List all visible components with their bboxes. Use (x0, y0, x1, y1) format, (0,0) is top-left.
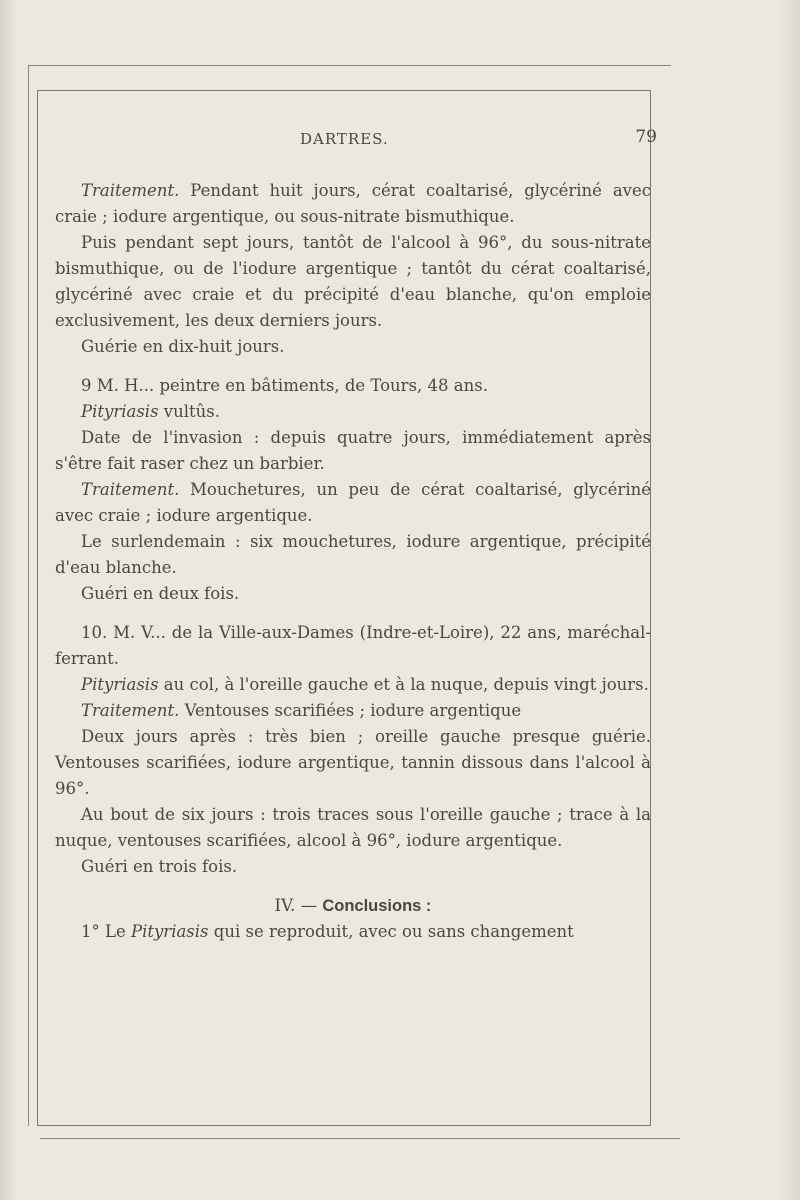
case-9-next-day: Le surlendemain : six mouchetures, iodure argentique, précipité d'eau blanche. (55, 532, 651, 577)
diagnosis-text: vultûs. (158, 402, 220, 421)
page-number: 79 (635, 127, 657, 147)
conclusion-1 (55, 919, 651, 945)
conclusion-1-start: 1° Le (81, 922, 131, 941)
case-10-treatment (55, 698, 651, 724)
treatment-label: Traitement. (81, 480, 180, 499)
treatment-text: Ventouses scarifiées ; iodure argentique (179, 701, 522, 720)
case-10-result: Guéri en trois fois. (81, 857, 238, 876)
case-10-diagnosis (55, 672, 651, 698)
case-9-invasion: Date de l'invasion : depuis quatre jours, immédiatement après s'être fait raser chez un barbier. (55, 428, 651, 473)
case-10-heading: 10. M. V... de la Ville-aux-Dames (Indre-et-Loire), 22 ans, maréchal-ferrant. (55, 623, 651, 668)
frame-bottom-rule (40, 1138, 680, 1139)
page-header (37, 127, 659, 156)
result-paragraph: Guérie en dix-huit jours. (81, 337, 285, 356)
section-title: Conclusions : (322, 897, 432, 915)
followup-paragraph: Puis pendant sept jours, tantôt de l'alcool à 96°, du sous-nitrate bismuthique, ou de l'iodure argentique ; tantôt du cérat coaltarisé, glycériné avec craie et du précipité d'eau blanche, qu'on emploie exclusivement, les deux derniers jours. (55, 233, 651, 330)
section-number: IV. — (274, 896, 323, 915)
case-10-two-days: Deux jours après : très bien ; oreille gauche presque guérie. Ventouses scarifiées, iodure argentique, tannin dissous dans l'alcool à 96°. (55, 727, 651, 798)
case-9-treatment (55, 477, 651, 529)
conclusion-1-text: qui se reproduit, avec ou sans changement (208, 922, 574, 941)
case-10-six-days: Au bout de six jours : trois traces sous l'oreille gauche ; trace à la nuque, ventouses scarifiées, alcool à 96°, iodure argentique. (55, 805, 651, 850)
case-9-diagnosis (55, 399, 651, 425)
treatment-text: Pendant huit jours, cérat coaltarisé, glycériné avec craie ; iodure argentique, ou sous-nitrate bismuthique. (55, 181, 651, 226)
conclusion-1-label: Pityriasis (130, 922, 209, 941)
section-heading (55, 893, 651, 919)
diagnosis-label: Pityriasis (81, 402, 159, 421)
treatment-text: Mouchetures, un peu de cérat coaltarisé, glycériné avec craie ; iodure argentique. (55, 480, 651, 525)
treatment-label: Traitement. (81, 701, 180, 720)
case-9-result: Guéri en deux fois. (81, 584, 240, 603)
page-body (55, 178, 651, 945)
diagnosis-text: au col, à l'oreille gauche et à la nuque, depuis vingt jours. (158, 675, 649, 694)
scan-right-edge (778, 0, 800, 1200)
case-9-heading: 9 M. H... peintre en bâtiments, de Tours, 48 ans. (81, 376, 488, 395)
running-title: DARTRES. (300, 130, 389, 148)
scan-left-edge (0, 0, 14, 1200)
treatment-label: Traitement. (81, 181, 180, 200)
treatment-paragraph (55, 178, 651, 230)
diagnosis-label: Pityriasis (81, 675, 159, 694)
